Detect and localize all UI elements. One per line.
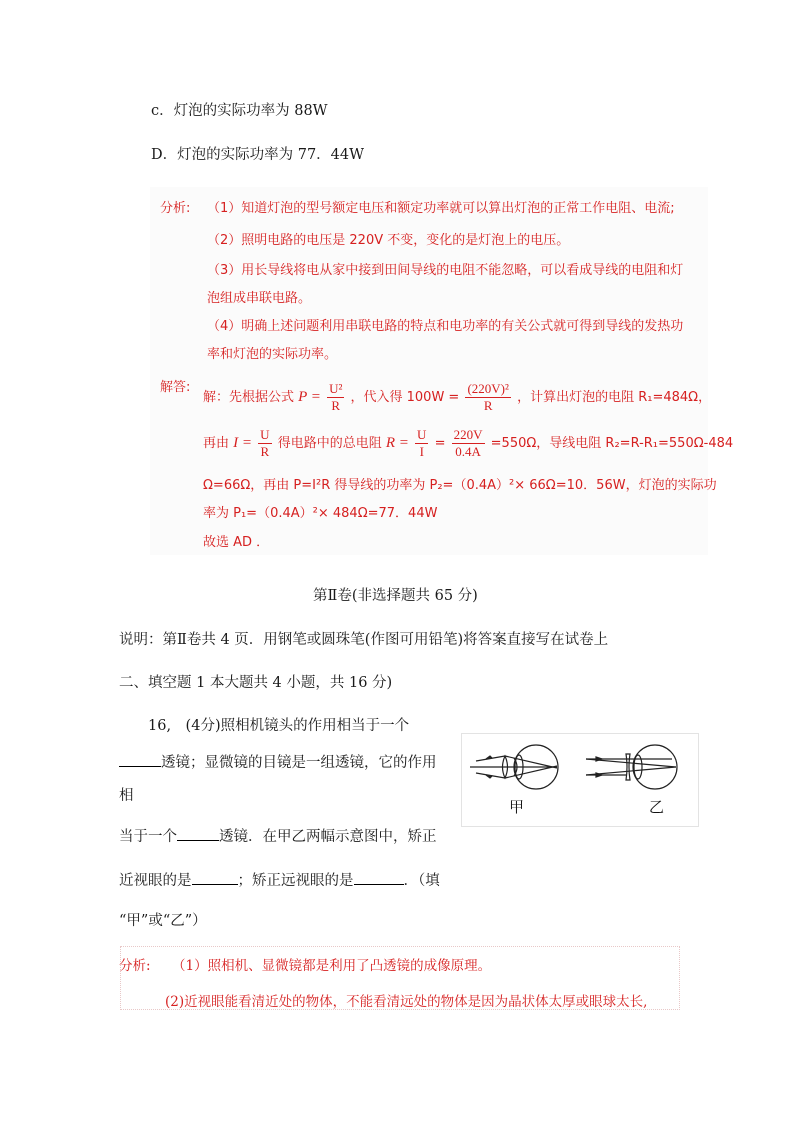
fraction-u2-r: $\frac{\text{U²}}{R}$: [329, 381, 343, 413]
q16-line-3: 相: [119, 788, 134, 804]
answer-line-1-text-b: ，代入得 100W =: [350, 390, 460, 405]
answer-line-3: Ω=66Ω，再由 P=I²R 得导线的功率为 P₂=（0.4A）²× 66Ω=10．56W，灯泡的实际功: [203, 478, 717, 493]
answer-label: 解答:: [160, 380, 191, 395]
option-c: c．灯泡的实际功率为 88W: [151, 103, 328, 119]
answer-line-2-text-a: 再由: [203, 436, 230, 451]
answer-blank-4[interactable]: [354, 870, 404, 885]
analysis-2-point-1: （1）照相机、显微镜都是利用了凸透镜的成像原理。: [172, 958, 492, 974]
answer-line-2-text-c: =550Ω，导线电阻 R₂=R-R₁=550Ω-484: [490, 436, 734, 451]
answer-blank-1[interactable]: [119, 752, 161, 767]
q16-line-6: “甲”或“乙”）: [119, 913, 207, 929]
fraction-220v-04a: $\frac{220V}{0.4A}$: [453, 427, 483, 459]
analysis-point-1: （1）知道灯泡的型号额定电压和额定功率就可以算出灯泡的正常工作电阻、电流;: [207, 201, 675, 216]
q16-line-2: 透镜；显微镜的目镜是一组透镜，它的作用: [119, 751, 437, 772]
analysis-point-4b: 率和灯泡的实际功率。: [207, 347, 338, 362]
eye-diagram-jia: [470, 745, 558, 789]
eye-diagrams-svg: [462, 734, 698, 826]
formula-i: I =: [233, 435, 253, 451]
q16-line-4: 当于一个 透镜．在甲乙两幅示意图中，矫正: [119, 825, 437, 846]
eye-diagram-yi: [586, 745, 677, 789]
answer-line-2: 再由 I = $\frac{U}{R}$ 得电路中的总电阻 R = $\frac{U}{I}$ = $\frac{220V}{0.4A}$ =550Ω，导线电阻 R₂=R-R₁=550Ω-484: [203, 427, 734, 459]
section-title: 第Ⅱ卷(非选择题共 65 分): [313, 588, 478, 604]
figure-label-jia: 甲: [509, 798, 525, 816]
analysis-point-3a: （3）用长导线将电从家中接到田间导线的电阻不能忽略，可以看成导线的电阻和灯: [207, 263, 684, 278]
answer-blank-2[interactable]: [177, 826, 219, 841]
eye-lens-figure: [461, 733, 699, 827]
formula-r: R =: [385, 435, 409, 451]
fraction-u-i: $\frac{U}{I}$: [417, 427, 427, 459]
formula-p: P =: [298, 389, 321, 405]
answer-line-1: [203, 381, 711, 414]
answer-line-2-text-b: 得电路中的总电阻: [277, 436, 382, 451]
option-d: D．灯泡的实际功率为 77．44W: [151, 147, 365, 163]
analysis-point-2: （2）照明电路的电压是 220V 不变，变化的是灯泡上的电压。: [207, 233, 570, 248]
fraction-220v-r: $\frac{\text{(220V)²}}{R}$: [467, 381, 509, 413]
q16-line-1: 16, (4分)照相机镜头的作用相当于一个: [148, 718, 410, 734]
figure-label-yi: 乙: [649, 798, 665, 816]
analysis-point-3b: 泡组成串联电路。: [207, 291, 312, 306]
part-two-heading: 二、填空题 1 本大题共 4 小题，共 16 分): [119, 675, 393, 691]
answer-line-5: 故选 AD ．: [203, 535, 270, 550]
instruction-note: 说明：第Ⅱ卷共 4 页．用钢笔或圆珠笔(作图可用铅笔)将答案直接写在试卷上: [119, 632, 609, 648]
answer-blank-3[interactable]: [192, 870, 238, 885]
analysis-2-label: 分析:: [119, 958, 151, 974]
answer-line-1-text-a: 解：先根据公式: [203, 390, 295, 405]
analysis-2-point-2: (2)近视眼能看清近处的物体，不能看清远处的物体是因为晶状体太厚或眼球太长,: [165, 994, 648, 1010]
analysis-point-4a: （4）明确上述问题利用串联电路的特点和电功率的有关公式就可得到导线的发热功: [207, 319, 684, 334]
answer-line-1-text-c: ，计算出灯泡的电阻 R₁=484Ω，: [517, 390, 712, 405]
fraction-u-r: $\frac{U}{R}$: [260, 427, 270, 459]
q16-line-5: 近视眼的是 ；矫正远视眼的是 ．（填: [119, 869, 440, 890]
answer-line-4: 率为 P₁=（0.4A）²× 484Ω=77．44W: [203, 506, 438, 521]
analysis-label: 分析:: [160, 201, 191, 216]
